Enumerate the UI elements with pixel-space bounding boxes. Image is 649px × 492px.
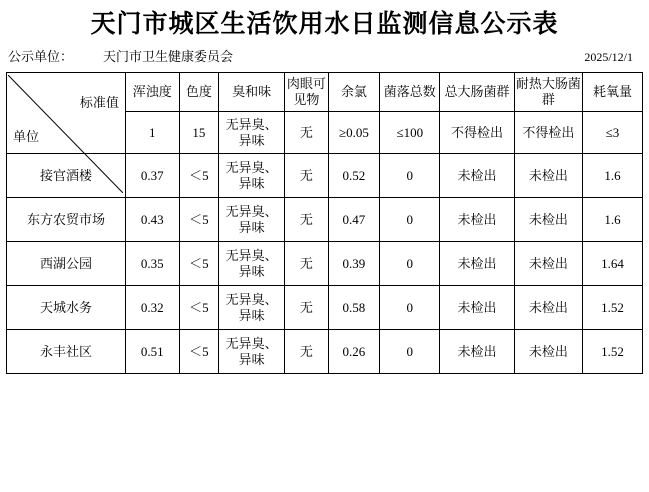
cell-total-coliform: 未检出 [440, 286, 514, 330]
cell-visible-matter: 无 [285, 198, 328, 242]
cell-odor: 无异臭、异味 [218, 330, 284, 374]
cell-oxygen-consumption: 1.52 [582, 330, 642, 374]
cell-thermotolerant-coliform: 未检出 [514, 198, 582, 242]
table-row [7, 242, 643, 286]
limit-odor: 无异臭、异味 [218, 112, 284, 154]
row-site-name: 东方农贸市场 [7, 198, 126, 242]
column-header-thermotolerant-coliform: 耐热大肠菌群 [514, 73, 582, 112]
cell-colony-count: 0 [380, 154, 440, 198]
cell-residual-chlorine: 0.52 [328, 154, 380, 198]
row-site-name: 接官酒楼 [7, 154, 126, 198]
limit-visible-matter: 无 [285, 112, 328, 154]
cell-thermotolerant-coliform: 未检出 [514, 286, 582, 330]
cell-turbidity: 0.32 [125, 286, 179, 330]
cell-thermotolerant-coliform: 未检出 [514, 242, 582, 286]
cell-odor: 无异臭、异味 [218, 154, 284, 198]
cell-oxygen-consumption: 1.52 [582, 286, 642, 330]
row-site-name: 天城水务 [7, 286, 126, 330]
cell-colony-count: 0 [380, 286, 440, 330]
cell-chroma: ＜5 [179, 154, 218, 198]
table-row [7, 330, 643, 374]
column-header-residual-chlorine: 余氯 [328, 73, 380, 112]
monitoring-table [6, 72, 643, 374]
cell-turbidity: 0.43 [125, 198, 179, 242]
limit-total-coliform: 不得检出 [440, 112, 514, 154]
limit-thermotolerant-coliform: 不得检出 [514, 112, 582, 154]
cell-residual-chlorine: 0.47 [328, 198, 380, 242]
cell-residual-chlorine: 0.58 [328, 286, 380, 330]
cell-residual-chlorine: 0.26 [328, 330, 380, 374]
limit-colony-count: ≤100 [380, 112, 440, 154]
limit-chroma: 15 [179, 112, 218, 154]
cell-turbidity: 0.37 [125, 154, 179, 198]
cell-visible-matter: 无 [285, 154, 328, 198]
cell-residual-chlorine: 0.39 [328, 242, 380, 286]
limit-residual-chlorine: ≥0.05 [328, 112, 380, 154]
cell-visible-matter: 无 [285, 330, 328, 374]
column-header-chroma: 色度 [179, 73, 218, 112]
column-header-visible-matter: 肉眼可见物 [285, 73, 328, 112]
cell-total-coliform: 未检出 [440, 198, 514, 242]
cell-chroma: ＜5 [179, 330, 218, 374]
page-title: 天门市城区生活饮用水日监测信息公示表 [90, 11, 559, 38]
cell-colony-count: 0 [380, 330, 440, 374]
cell-oxygen-consumption: 1.6 [582, 154, 642, 198]
publisher-value: 天门市卫生健康委员会 [103, 49, 234, 64]
cell-turbidity: 0.35 [125, 242, 179, 286]
publisher-label: 公示单位： [8, 49, 74, 64]
corner-standard-label: 标准值 [79, 95, 119, 110]
cell-chroma: ＜5 [179, 242, 218, 286]
table-row [7, 286, 643, 330]
corner-cell [7, 73, 126, 154]
cell-visible-matter: 无 [285, 242, 328, 286]
column-header-odor: 臭和味 [218, 73, 284, 112]
row-site-name: 永丰社区 [7, 330, 126, 374]
table-row [7, 198, 643, 242]
cell-chroma: ＜5 [179, 286, 218, 330]
cell-oxygen-consumption: 1.64 [582, 242, 642, 286]
row-site-name: 西湖公园 [7, 242, 126, 286]
cell-thermotolerant-coliform: 未检出 [514, 154, 582, 198]
cell-oxygen-consumption: 1.6 [582, 198, 642, 242]
column-header-total-coliform: 总大肠菌群 [440, 73, 514, 112]
cell-colony-count: 0 [380, 198, 440, 242]
column-header-oxygen-consumption: 耗氧量 [582, 73, 642, 112]
cell-thermotolerant-coliform: 未检出 [514, 330, 582, 374]
cell-turbidity: 0.51 [125, 330, 179, 374]
column-header-turbidity: 浑浊度 [125, 73, 179, 112]
publish-date: 2025/12/1 [584, 50, 633, 64]
cell-visible-matter: 无 [285, 286, 328, 330]
limit-oxygen-consumption: ≤3 [582, 112, 642, 154]
cell-total-coliform: 未检出 [440, 242, 514, 286]
cell-odor: 无异臭、异味 [218, 242, 284, 286]
corner-unit-label: 单位 [13, 129, 40, 144]
cell-total-coliform: 未检出 [440, 154, 514, 198]
cell-total-coliform: 未检出 [440, 330, 514, 374]
limit-turbidity: 1 [125, 112, 179, 154]
subheader [6, 44, 643, 72]
cell-odor: 无异臭、异味 [218, 198, 284, 242]
cell-chroma: ＜5 [179, 198, 218, 242]
column-header-colony-count: 菌落总数 [380, 73, 440, 112]
cell-colony-count: 0 [380, 242, 440, 286]
cell-odor: 无异臭、异味 [218, 286, 284, 330]
table-header-row [7, 73, 643, 112]
